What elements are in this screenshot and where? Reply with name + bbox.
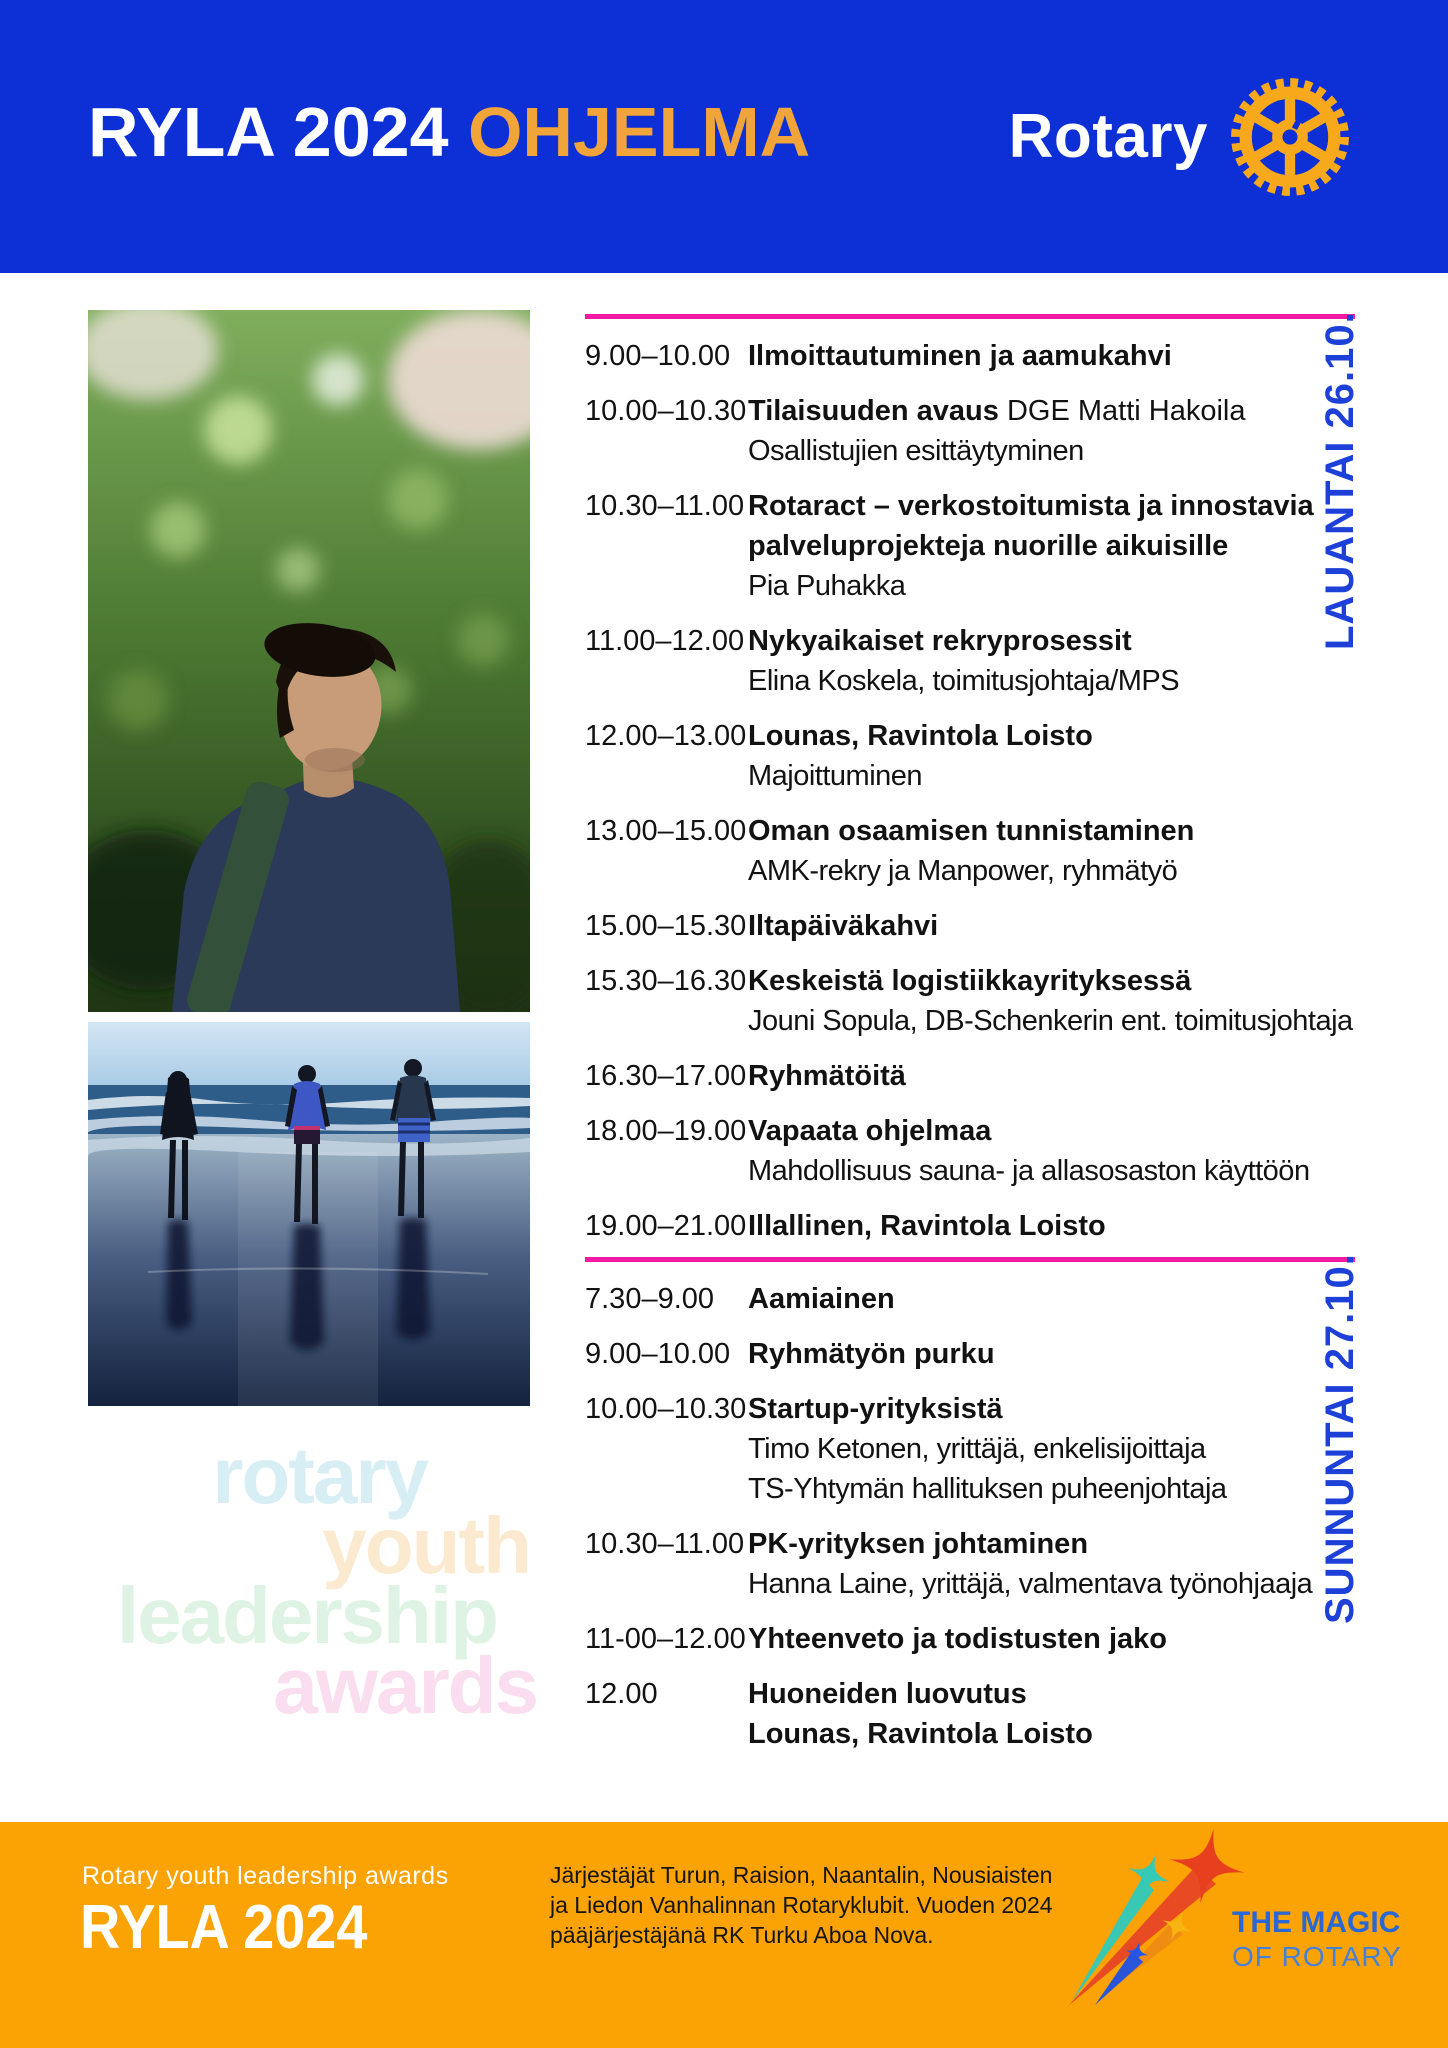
schedule-time: 9.00–10.00: [585, 1338, 731, 1370]
schedule-time: 10.30–11.00: [585, 490, 745, 522]
schedule-text: [748, 906, 1396, 946]
schedule-title-bold: Lounas, Ravintola Loisto: [748, 720, 1093, 752]
schedule-item: [585, 961, 1355, 1041]
schedule-title-bold: Huoneiden luovutus: [748, 1678, 1027, 1710]
footer-organizers-line: pääjärjestäjänä RK Turku Aboa Nova.: [550, 1922, 934, 1948]
page-title-accent: OHJELMA: [467, 93, 811, 171]
schedule-text: [748, 1619, 1396, 1659]
schedule-title: [748, 906, 1396, 946]
schedule-text: [748, 716, 1396, 796]
magic-of-rotary-logo: [1056, 1826, 1420, 2032]
schedule-title-bold: Yhteenveto ja todistusten jako: [748, 1623, 1167, 1655]
schedule-time: 9.00–10.00: [585, 340, 731, 372]
footer-title: RYLA 2024: [80, 1893, 368, 1962]
schedule-text: [748, 1279, 1396, 1319]
schedule-time: 16.30–17.00: [585, 1060, 747, 1092]
schedule-text: [748, 1334, 1396, 1374]
schedule-item: [585, 1619, 1355, 1659]
schedule-title: [748, 1206, 1396, 1246]
schedule-item: [585, 391, 1355, 471]
rotary-wordmark: Rotary: [1008, 102, 1208, 171]
schedule-title: [748, 961, 1396, 1001]
schedule-detail: Mahdollisuus sauna- ja allasosaston käyttöön: [748, 1155, 1310, 1187]
schedule-text: [748, 1056, 1396, 1096]
schedule-time: 10.00–10.30: [585, 1393, 747, 1425]
schedule-time: 15.30–16.30: [585, 965, 747, 997]
schedule-time: 10.30–11.00: [585, 1528, 745, 1560]
schedule-time: 10.00–10.30: [585, 395, 747, 427]
schedule-title-bold: Keskeistä logistiikkayrityksessä: [748, 965, 1192, 997]
schedule-text: [748, 486, 1396, 606]
header-band: [0, 0, 1448, 273]
schedule-text: [748, 391, 1396, 471]
schedule-title-bold: Ryhmätöitä: [748, 1060, 906, 1092]
schedule-title: [748, 1389, 1396, 1429]
watermark-word: rotary: [212, 1431, 427, 1520]
schedule-title: [748, 811, 1396, 851]
schedule-detail: Majoittuminen: [748, 760, 923, 792]
schedule-detail: TS-Yhtymän hallituksen puheenjohtaja: [748, 1473, 1227, 1505]
schedule-item: [585, 1334, 1355, 1374]
schedule-detail: Elina Koskela, toimitusjohtaja/MPS: [748, 665, 1180, 697]
schedule-title-bold: Nykyaikaiset rekryprosessit: [748, 625, 1132, 657]
schedule-item: [585, 336, 1355, 376]
schedule-detail: Osallistujien esittäytyminen: [748, 435, 1084, 467]
schedule-title: [748, 1524, 1396, 1564]
schedule-title-line2: Lounas, Ravintola Loisto: [748, 1718, 1093, 1750]
schedule-title-bold: Vapaata ohjelmaa: [748, 1115, 992, 1147]
schedule-time: 15.00–15.30: [585, 910, 747, 942]
footer-band: [0, 1822, 1448, 2048]
schedule-item: [585, 486, 1355, 606]
magic-text-line1: THE MAGIC: [1232, 1906, 1401, 1939]
schedule-title-bold: Aamiainen: [748, 1283, 895, 1315]
day-label-saturday: LAUANTAI 26.10.: [1318, 311, 1362, 650]
schedule-text: [748, 1674, 1396, 1754]
schedule-item: [585, 1524, 1355, 1604]
schedule-time: 13.00–15.00: [585, 815, 747, 847]
footer-organizers: [550, 1860, 1053, 1950]
schedule-day-sunday: [585, 1257, 1355, 1769]
schedule-day-saturday: [585, 314, 1355, 1261]
footer-tagline: Rotary youth leadership awards: [82, 1862, 449, 1890]
schedule-item: [585, 1389, 1355, 1509]
footer-organizers-line: Järjestäjät Turun, Raision, Naantalin, Nousiaisten: [550, 1862, 1053, 1888]
schedule-text: [748, 961, 1396, 1041]
schedule-time: 18.00–19.00: [585, 1115, 747, 1147]
schedule-title-bold: Tilaisuuden avaus: [748, 395, 999, 427]
footer-organizers-line: ja Liedon Vanhalinnan Rotaryklubit. Vuoden 2024: [550, 1892, 1053, 1918]
watermark-word: youth: [322, 1501, 530, 1590]
schedule-item: [585, 1206, 1355, 1246]
schedule-title: [748, 621, 1396, 661]
schedule-title-bold: Rotaract – verkostoitumista ja innostavia palveluprojekteja nuorille aikuisille: [748, 490, 1314, 562]
schedule-title: [748, 486, 1396, 566]
schedule-title-bold: Iltapäiväkahvi: [748, 910, 939, 942]
schedule-text: [748, 1389, 1396, 1509]
page-title: [88, 92, 810, 172]
schedule-item: [585, 621, 1355, 701]
schedule-items: [585, 336, 1355, 1246]
schedule-title: [748, 1334, 1396, 1374]
schedule-items: [585, 1279, 1355, 1754]
schedule-title: [748, 336, 1396, 376]
schedule-detail: Pia Puhakka: [748, 570, 906, 602]
schedule-text: [748, 1111, 1396, 1191]
schedule-title: [748, 1279, 1396, 1319]
schedule-text: [748, 1206, 1396, 1246]
schedule-item: [585, 1674, 1355, 1754]
rotary-brand: [1009, 0, 1356, 273]
schedule-title: [748, 1111, 1396, 1151]
schedule-detail: Jouni Sopula, DB-Schenkerin ent. toimitusjohtaja: [748, 1005, 1353, 1037]
beach-photo: [88, 1022, 530, 1406]
schedule-item: [585, 811, 1355, 891]
schedule-title-bold: Ilmoittautuminen ja aamukahvi: [748, 340, 1172, 372]
schedule-time: 12.00: [585, 1678, 658, 1710]
rotary-wheel-icon: [1224, 71, 1356, 203]
day-label-sunday: SUNNUNTAI 27.10.: [1318, 1253, 1362, 1624]
schedule-title-bold: Ryhmätyön purku: [748, 1338, 995, 1370]
schedule-item: [585, 906, 1355, 946]
watermark-word: awards: [273, 1641, 537, 1730]
schedule-title: [748, 1674, 1396, 1714]
schedule-title: [748, 391, 1396, 431]
schedule-title-bold: Startup-yrityksistä: [748, 1393, 1003, 1425]
schedule-title-bold: PK-yrityksen johtaminen: [748, 1528, 1089, 1560]
schedule-text: [748, 336, 1396, 376]
schedule-text: [748, 811, 1396, 891]
schedule-detail: Hanna Laine, yrittäjä, valmentava työnohjaaja: [748, 1568, 1313, 1600]
schedule-item: [585, 1279, 1355, 1319]
schedule-title-rest: DGE Matti Hakoila: [998, 395, 1246, 427]
schedule-title: [748, 1619, 1396, 1659]
schedule-title-bold: Oman osaamisen tunnistaminen: [748, 815, 1195, 847]
schedule-text: [748, 621, 1396, 701]
schedule-time: 11.00–12.00: [585, 625, 745, 657]
schedule-item: [585, 1111, 1355, 1191]
magic-text-line2: OF ROTARY: [1232, 1941, 1402, 1972]
schedule-item: [585, 716, 1355, 796]
schedule-item: [585, 1056, 1355, 1096]
schedule-title: [748, 716, 1396, 756]
schedule-detail: Timo Ketonen, yrittäjä, enkelisijoittaja: [748, 1433, 1206, 1465]
schedule-time: 19.00–21.00: [585, 1210, 747, 1242]
schedule-detail: AMK-rekry ja Manpower, ryhmätyö: [748, 855, 1178, 887]
schedule-time: 12.00–13.00: [585, 720, 747, 752]
page-title-main: RYLA 2024: [88, 93, 468, 171]
schedule-time: 7.30–9.00: [585, 1283, 715, 1315]
schedule-text: [748, 1524, 1396, 1604]
schedule-time: 11-00–12.00: [585, 1623, 746, 1655]
schedule-title-bold: Illallinen, Ravintola Loisto: [748, 1210, 1106, 1242]
schedule-title: [748, 1056, 1396, 1096]
student-photo: [88, 310, 530, 1012]
watermark-word: leadership: [116, 1571, 497, 1660]
